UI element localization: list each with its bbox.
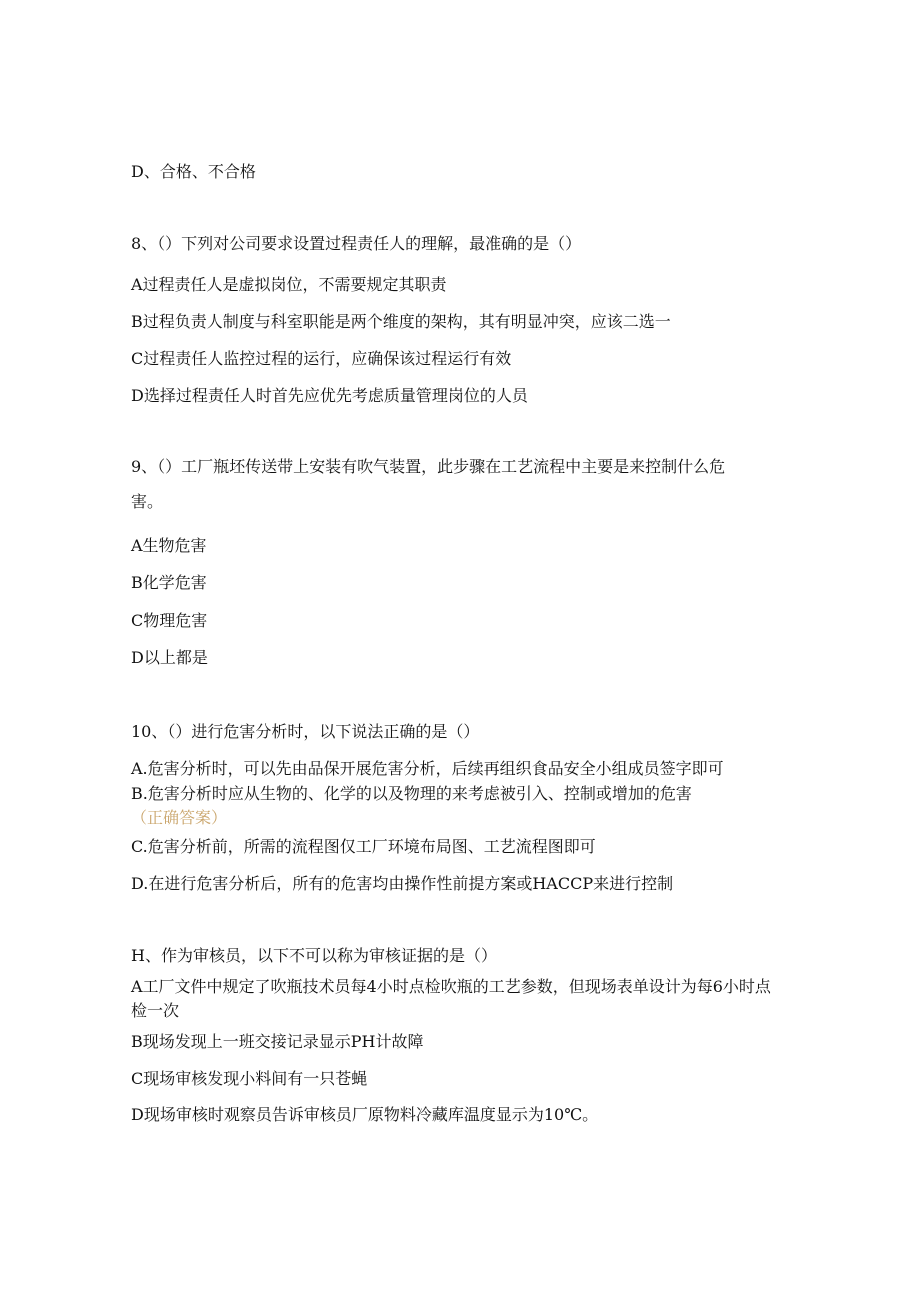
q10-option-d: D.在进行危害分析后，所有的危害均由操作性前提方案或HACCP来进行控制	[131, 874, 674, 893]
q8-option-d: D选择过程责任人时首先应优先考虑质量管理岗位的人员	[131, 386, 528, 405]
q9-question-line1: 9、（）工厂瓶坯传送带上安装有吹气装置，此步骤在工艺流程中主要是来控制什么危	[131, 457, 726, 476]
q11-option-c: C现场审核发现小料间有一只苍蝇	[131, 1069, 368, 1088]
q8-option-b: B过程负责人制度与科室职能是两个维度的架构，其有明显冲突，应该二选一	[131, 312, 671, 331]
q10-option-b	[131, 782, 781, 830]
q7-option-d: D、合格、不合格	[131, 162, 256, 181]
q11-option-d: D现场审核时观察员告诉审核员厂原物料冷藏库温度显示为10℃。	[131, 1105, 599, 1124]
q11-question: H、作为审核员，以下不可以称为审核证据的是（）	[131, 946, 497, 965]
q9-option-d: D以上都是	[131, 648, 208, 667]
q8-question: 8、（）下列对公司要求设置过程责任人的理解，最准确的是（）	[131, 234, 582, 253]
q10-option-a: A.危害分析时，可以先由品保开展危害分析，后续再组织食品安全小组成员签字即可	[131, 759, 724, 778]
q9-option-b: B化学危害	[131, 573, 207, 592]
q10-option-b-text: B.危害分析时应从生物的、化学的以及物理的来考虑被引入、控制或增加的危害	[131, 784, 692, 803]
q8-option-a: A过程责任人是虚拟岗位，不需要规定其职责	[131, 275, 447, 294]
q9-option-a: A生物危害	[131, 536, 207, 555]
q10-option-c: C.危害分析前，所需的流程图仅工厂环境布局图、工艺流程图即可	[131, 837, 596, 856]
q11-option-a: A工厂文件中规定了吹瓶技术员每4小时点检吹瓶的工艺参数，但现场表单设计为每6小时点检一次	[131, 977, 771, 1020]
correct-answer-note: （正确答案）	[131, 808, 228, 827]
q11-option-b: B现场发现上一班交接记录显示PH计故障	[131, 1032, 424, 1051]
q8-option-c: C过程责任人监控过程的运行，应确保该过程运行有效	[131, 349, 512, 368]
q9-question-line2: 害。	[131, 492, 164, 511]
q9-option-c: C物理危害	[131, 611, 208, 630]
q10-question: 10、（）进行危害分析时，以下说法正确的是（）	[131, 722, 480, 741]
